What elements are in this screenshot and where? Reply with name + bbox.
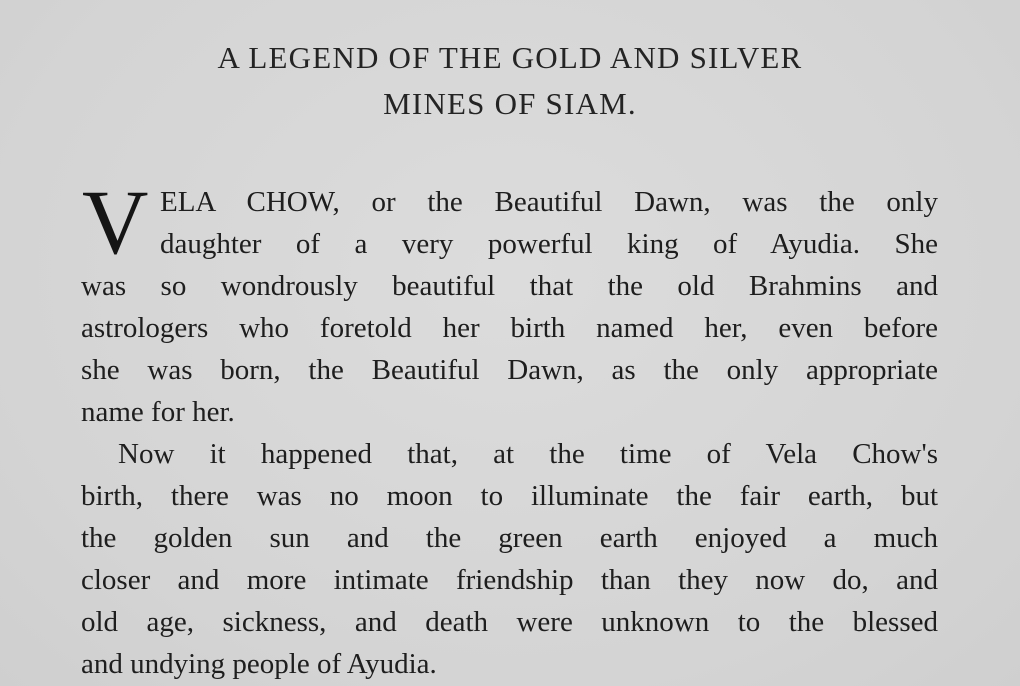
paragraph-2-line-6: and undying people of Ayudia. — [81, 648, 437, 680]
paragraph-1-line-3: was so wondrously beautiful that the old Brahmins and — [81, 270, 938, 302]
paragraph-2-line-1: Now it happened that, at the time of Vela Chow's — [118, 438, 938, 470]
paragraph-1-line-1: ELA CHOW, or the Beautiful Dawn, was the only — [160, 186, 938, 218]
paragraph-2-line-4: closer and more intimate friendship than they now do, and — [81, 564, 938, 596]
paragraph-1-line-5: she was born, the Beautiful Dawn, as the only appropriate — [81, 354, 938, 386]
chapter-title-line-1: A LEGEND OF THE GOLD AND SILVER — [217, 40, 803, 75]
paragraph-2-line-2: birth, there was no moon to illuminate the fair earth, but — [81, 480, 938, 512]
drop-cap: V — [82, 171, 149, 273]
paragraph-1-line-6: name for her. — [81, 396, 235, 428]
paragraph-1-line-2: daughter of a very powerful king of Ayudia. She — [160, 228, 938, 260]
paragraph-1-line-4: astrologers who foretold her birth named her, even before — [81, 312, 938, 344]
paragraph-2-line-3: the golden sun and the green earth enjoyed a much — [81, 522, 938, 554]
chapter-title-line-2: MINES OF SIAM. — [383, 86, 637, 121]
paragraph-2-line-5: old age, sickness, and death were unknown to the blessed — [81, 606, 938, 638]
